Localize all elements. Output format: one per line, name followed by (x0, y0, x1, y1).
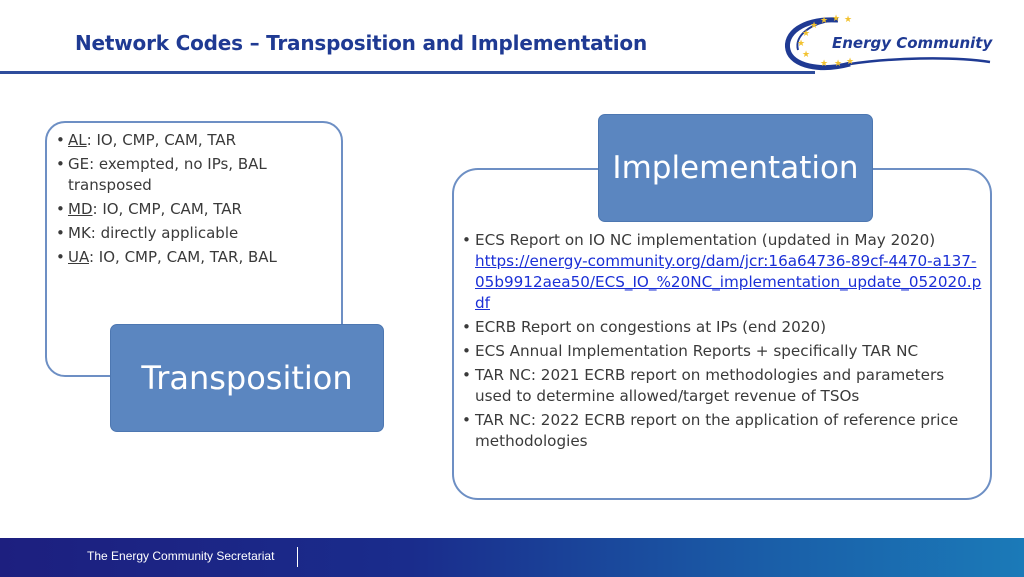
list-item (56, 247, 316, 268)
svg-text:★: ★ (820, 59, 829, 69)
list-item-text: ECS Report on IO NC implementation (updated in May 2020) (475, 231, 936, 249)
list-item (462, 341, 982, 362)
list-item (56, 130, 316, 151)
logo-text: Energy Community (832, 34, 993, 52)
list-item (462, 230, 982, 314)
svg-text:★: ★ (834, 59, 843, 69)
country-code: UA (68, 248, 89, 266)
list-item-text: : IO, CMP, CAM, TAR (92, 200, 242, 218)
list-item (56, 154, 316, 196)
list-item (462, 365, 982, 407)
list-item-text: MK: directly applicable (68, 224, 239, 242)
list-item-text: ECRB Report on congestions at IPs (end 2020) (475, 318, 827, 336)
country-code: AL (68, 131, 87, 149)
svg-text:★: ★ (802, 50, 811, 60)
svg-text:★: ★ (810, 21, 819, 31)
implementation-list (462, 230, 982, 455)
list-item-text: : IO, CMP, CAM, TAR (86, 131, 237, 149)
svg-text:★: ★ (846, 57, 855, 67)
transposition-list (56, 130, 316, 271)
svg-text:★: ★ (832, 14, 841, 24)
report-link[interactable]: https://energy-community.org/dam/jcr:16a64736-89cf-4470-a137-05b9912aea50/ECS_IO_%20NC_implementation_update_052020.pdf (475, 252, 982, 312)
transposition-heading-box: Transposition (110, 324, 384, 432)
list-item-text: TAR NC: 2022 ECRB report on the application of reference price methodologies (475, 411, 959, 450)
list-item-text: GE: exempted, no IPs, BAL transposed (68, 155, 267, 194)
footer-text: The Energy Community Secretariat (87, 549, 275, 563)
energy-community-logo (780, 14, 995, 76)
list-item-text: : IO, CMP, CAM, TAR, BAL (88, 248, 277, 266)
list-item (462, 410, 982, 452)
list-item (462, 317, 982, 338)
svg-text:★: ★ (844, 15, 853, 25)
svg-text:★: ★ (820, 16, 829, 26)
page-title: Network Codes – Transposition and Implementation (75, 31, 647, 55)
list-item (56, 223, 316, 244)
title-divider (0, 71, 815, 74)
list-item (56, 199, 316, 220)
country-code: MD (68, 200, 93, 218)
implementation-heading-box: Implementation (598, 114, 873, 222)
list-item-text: TAR NC: 2021 ECRB report on methodologies and parameters used to determine allowed/target revenue of TSOs (475, 366, 945, 405)
list-item-text: ECS Annual Implementation Reports + specifically TAR NC (475, 342, 919, 360)
svg-text:★: ★ (802, 29, 811, 39)
svg-text:★: ★ (797, 39, 806, 49)
footer-divider (297, 547, 298, 567)
